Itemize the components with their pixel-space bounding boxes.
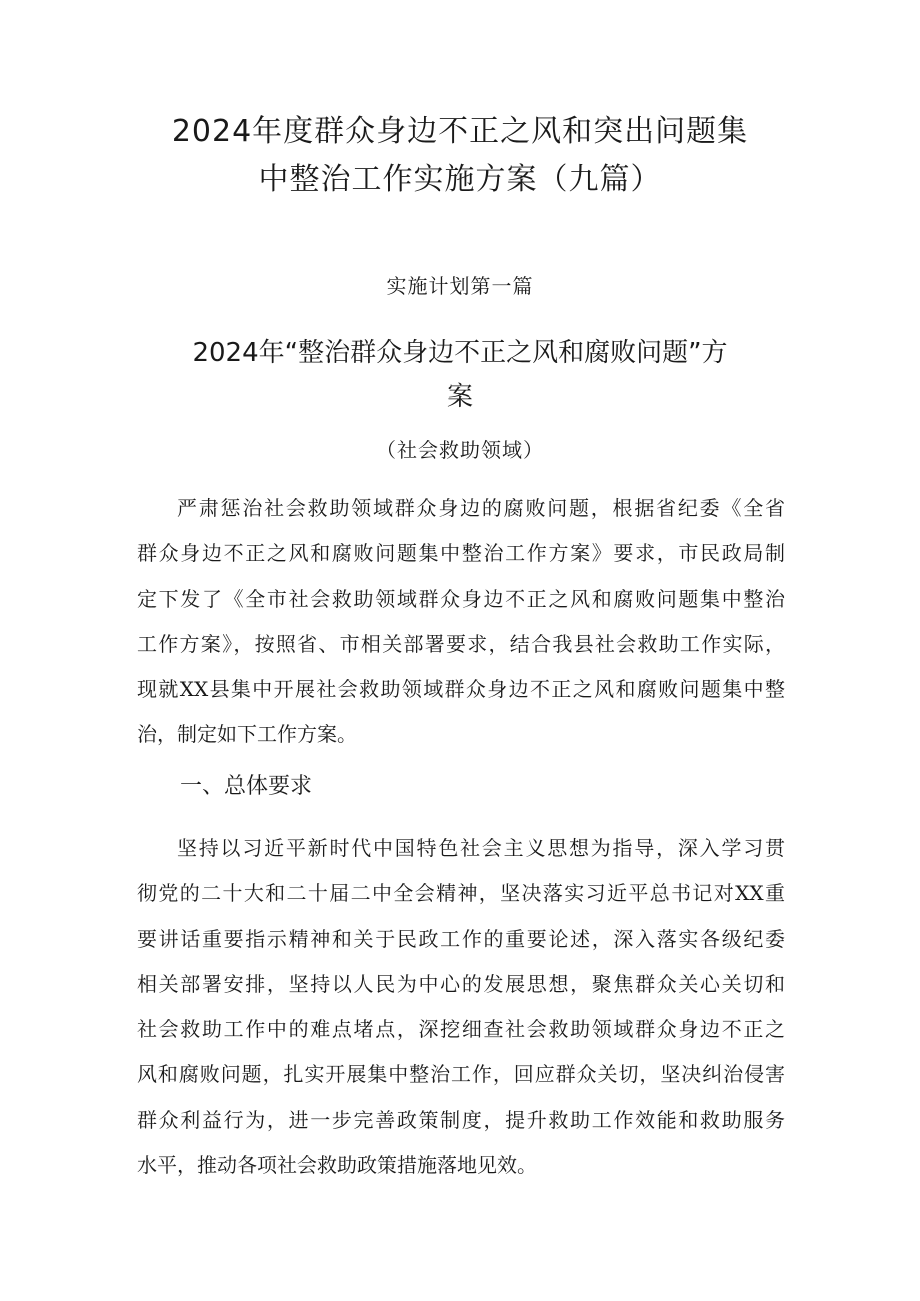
paragraph-line: 群众身边不正之风和腐败问题集中整治工作方案》要求，市民政局制 <box>137 541 785 566</box>
paragraph-line: 彻党的二十大和二十届二中全会精神，坚决落实习近平总书记对XX重 <box>137 881 785 906</box>
field-note: （社会救助领域） <box>376 438 544 462</box>
document-title <box>140 108 780 204</box>
plan-subtitle-line: 2024年“整治群众身边不正之风和腐败问题”方 <box>192 338 728 368</box>
paragraph-line: 治，制定如下工作方案。 <box>137 722 357 747</box>
paragraph-line: 坚持以习近平新时代中国特色社会主义思想为指导，深入学习贯 <box>177 836 785 860</box>
document-title-line: 中整治工作实施方案（九篇） <box>258 162 662 197</box>
paragraph-line: 现就XX县集中开展社会救助领域群众身边不正之风和腐败问题集中整 <box>137 677 785 702</box>
paragraph-line: 严肃惩治社会救助领域群众身边的腐败问题，根据省纪委《全省 <box>177 496 785 520</box>
part-label: 实施计划第一篇 <box>386 274 534 298</box>
plan-subtitle <box>150 331 770 419</box>
general-requirements-paragraph <box>137 826 785 1188</box>
paragraph-line: 工作方案》，按照省、市相关部署要求，结合我县社会救助工作实际， <box>137 631 785 656</box>
intro-paragraph <box>137 486 785 758</box>
paragraph-line: 风和腐败问题，扎实开展集中整治工作，回应群众关切，坚决纠治侵害 <box>137 1062 785 1087</box>
paragraph-line: 社会救助工作中的难点堵点，深挖细查社会救助领域群众身边不正之 <box>137 1017 785 1042</box>
paragraph-line: 群众利益行为，进一步完善政策制度，提升救助工作效能和救助服务 <box>137 1107 785 1132</box>
document-title-line: 2024年度群众身边不正之风和突出问题集 <box>171 114 749 149</box>
section-heading: 一、总体要求 <box>180 774 313 799</box>
paragraph-line: 水平，推动各项社会救助政策措施落地见效。 <box>137 1153 537 1178</box>
plan-subtitle-line: 案 <box>446 382 473 412</box>
paragraph-line: 定下发了《全市社会救助领域群众身边不正之风和腐败问题集中整治 <box>137 586 785 611</box>
paragraph-line: 要讲话重要指示精神和关于民政工作的重要论述，深入落实各级纪委 <box>137 926 785 951</box>
paragraph-line: 相关部署安排，坚持以人民为中心的发展思想，聚焦群众关心关切和 <box>137 971 785 996</box>
